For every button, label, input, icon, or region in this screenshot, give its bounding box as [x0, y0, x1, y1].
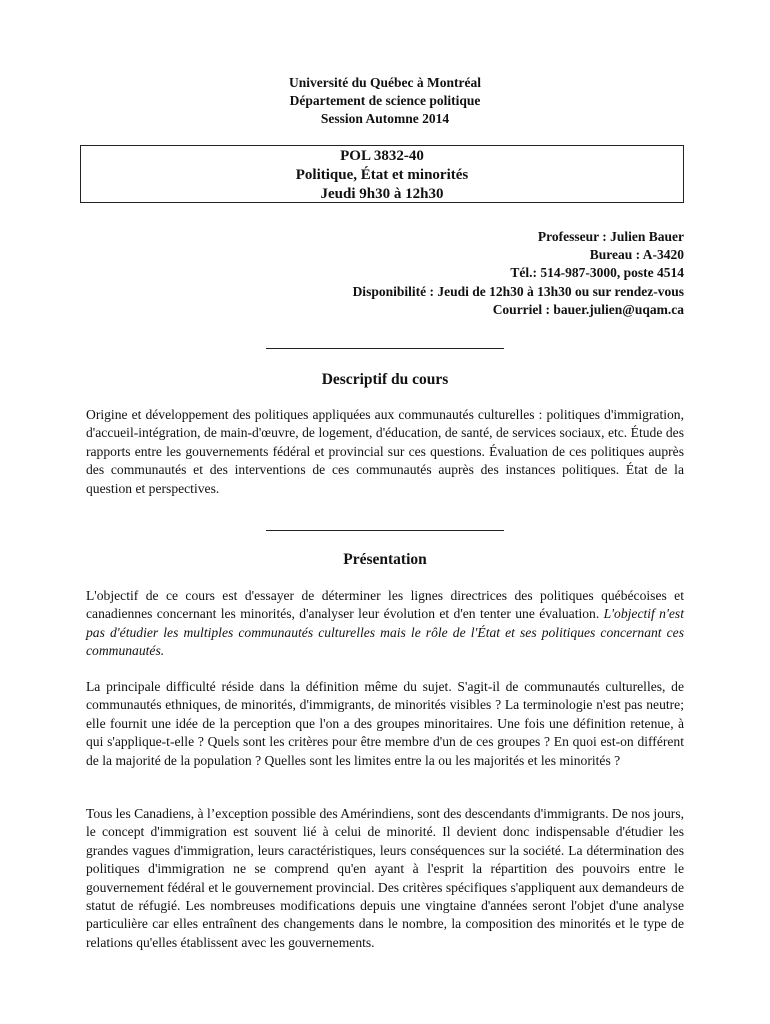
section-divider [266, 530, 504, 531]
university-name: Université du Québec à Montréal [289, 75, 481, 90]
presentation-paragraph-2: La principale difficulté réside dans la définition même du sujet. S'agit-il de communautés culturelles, de communautés ethniques, de minorités, d'immigrants, de minorités visibles ? La terminologie n'est pas neutre; elle fournit une idée de la perception que l'on a des groupes minoritaires. Une fois une définition retenue, à qui s'applique-t-elle ? Quels sont les critères pour être membre d'un de ces groupes ? En quoi est-on différent de la majorité de la population ? Quelles sont les limites entre la ou les majorités et les minorités ? [86, 679, 684, 768]
presentation-paragraph-3: Tous les Canadiens, à l’exception possible des Amérindiens, sont des descendants d'immigrants. De nos jours, le concept d'immigration est souvent lié à celui de minorité. Il devient donc indispensable d'étudier les grandes vagues d'immigration, leurs caractéristiques, leurs conséquences sur la société. La détermination des politiques d'immigration ne se comprend qu'en ayant à l'esprit la répartition des pouvoirs entre le gouvernement fédéral et le gouvernement provincial. Des critères spécifiques s'appliquent aux demandeurs de statut de réfugié. Les nombreuses modifications depuis une vingtaine d'années seront l'objet d'une analyse particulière car elles entraînent des changements dans le nombre, la composition des minorités et le type de relations qu'elles établissent avec les gouvernements. [86, 806, 685, 950]
professor-info [353, 228, 684, 319]
professor-name: Professeur : Julien Bauer [537, 229, 684, 244]
paragraph-italic-text: L'objectif n'est pas d'étudier les multiples communautés culturelles mais le rôle de l'État et ses politiques concernant ces communautés. [86, 606, 684, 659]
course-schedule: Jeudi 9h30 à 12h30 [320, 186, 444, 202]
section-divider [266, 348, 504, 349]
department-name: Département de science politique [289, 93, 481, 108]
course-code: POL 3832-40 [340, 148, 424, 164]
paragraph-text: L'objectif de ce cours est d'essayer de déterminer les lignes directrices des politiques québécoises et canadiennes concernant les minorités, d'analyser leur évolution et d'en tenter une évaluation. [86, 588, 684, 622]
session-name: Session Automne 2014 [320, 111, 450, 126]
professor-availability: Disponibilité : Jeudi de 12h30 à 13h30 ou sur rendez-vous [352, 283, 684, 299]
professor-office: Bureau : A-3420 [589, 247, 684, 263]
presentation-title: Présentation [343, 551, 427, 568]
university-header [0, 74, 770, 128]
course-title-box [80, 145, 684, 203]
course-title: Politique, État et minorités [295, 167, 469, 183]
professor-email: Courriel : bauer.julien@uqam.ca [492, 301, 684, 317]
descriptif-title: Descriptif du cours [321, 371, 449, 388]
professor-phone: Tél.: 514-987-3000, poste 4514 [510, 265, 684, 281]
descriptif-paragraph: Origine et développement des politiques appliquées aux communautés culturelles : politiques d'immigration, d'accueil-intégration, de main-d'œuvre, de logement, d'éducation, de santé, de services sociaux, etc. Étude des rapports entre les gouvernements fédéral et provincial sur ces questions. Évaluation de ces politiques auprès des communautés et des interventions de ces communautés auprès des instances politiques. État de la question et perspectives. [86, 407, 684, 496]
presentation-paragraph-1 [86, 587, 684, 661]
